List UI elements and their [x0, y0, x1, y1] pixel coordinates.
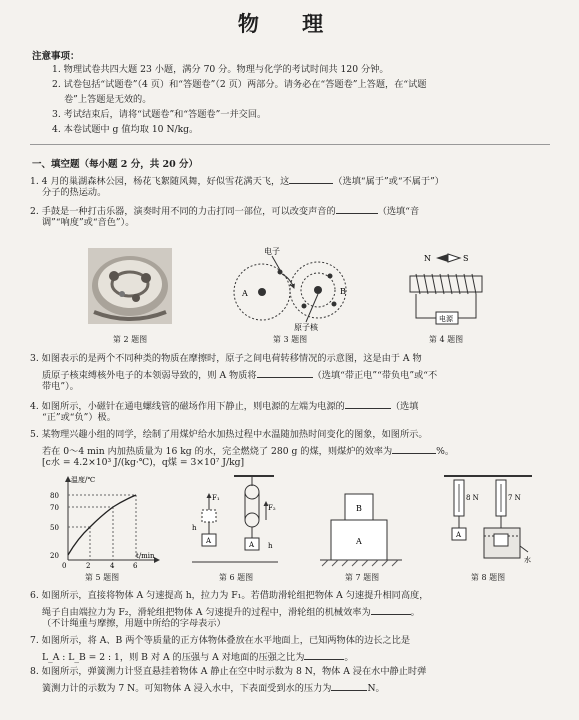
svg-text:2: 2	[86, 562, 91, 568]
svg-text:F₁: F₁	[212, 494, 220, 502]
figure-caption: 第 8 题图	[470, 573, 506, 582]
pulley-figure	[190, 472, 280, 568]
question-5: 5. 某物理兴趣小组的同学，绘制了用煤炉给水加热过程中水温随加热时间变化的图象，如图所示。	[30, 429, 428, 440]
question-3-cont: 带电”）。	[42, 381, 79, 392]
answer-blank[interactable]	[371, 604, 411, 615]
figure-caption: 第 5 题图	[84, 573, 120, 582]
svg-text:B: B	[356, 504, 362, 513]
svg-text:N: N	[424, 254, 431, 263]
question-7: 7. 如图所示，将 A、B 两个等质量的正方体物体叠放在水平地面上，已知两物体的边长之比是	[30, 635, 411, 646]
label-electron: 电子	[264, 247, 280, 256]
question-1-cont: 分子的热运动。	[42, 187, 107, 198]
svg-text:4: 4	[110, 562, 115, 568]
svg-text:0: 0	[62, 562, 67, 568]
question-5-cont: 若在 0～4 min 内加热质量为 16 kg 的水，完全燃烧了 280 g 的煤，则煤炉的效率为 %。	[42, 443, 454, 458]
svg-text:50: 50	[50, 524, 59, 532]
answer-blank[interactable]	[345, 398, 391, 409]
answer-blank[interactable]	[392, 443, 436, 454]
temperature-graph	[38, 472, 166, 568]
question-5-cont: [c水 = 4.2×10³ J/(kg·℃)，q煤 = 3×10⁷ J/kg]	[42, 457, 245, 468]
svg-text:温度/℃: 温度/℃	[71, 476, 96, 484]
question-8-cont: 簧测力计的示数为 7 N。可知物体 A 浸入水中，下表面受到水的压力为 N。	[42, 680, 385, 695]
figure-caption: 第 2 题图	[112, 335, 148, 344]
question-3: 3. 如图表示的是两个不同种类的物质在摩擦时，原子之间电荷转移情况的示意图，这是由于 A 物	[30, 353, 422, 364]
svg-text:A: A	[249, 541, 255, 549]
svg-text:h: h	[192, 524, 197, 532]
notice-item: 3. 考试结束后，请将“试题卷”和“答题卷”一并交回。	[52, 109, 267, 120]
question-6: 6. 如图所示，直接将物体 A 匀速提高 h，拉力为 F₁。若借助滑轮组把物体 A 匀速提升相同高度，	[30, 590, 429, 601]
question-6-cont: 绳子自由端拉力为 F₂，滑轮组把物体 A 匀速提升的过程中，滑轮组的机械效率为 。	[42, 604, 420, 619]
solenoid-figure	[396, 244, 496, 332]
svg-text:20: 20	[50, 552, 59, 560]
answer-blank[interactable]	[336, 203, 378, 214]
svg-text:S: S	[463, 254, 469, 263]
question-2-cont: 调”“响度”或“音色”）。	[42, 217, 135, 228]
svg-text:F₂: F₂	[268, 504, 276, 512]
figure-caption: 第 4 题图	[428, 335, 464, 344]
question-6-cont: （不计绳重与摩擦，用题中所给的字母表示）	[42, 618, 226, 629]
question-4-cont: “正”或“负”）极。	[42, 412, 116, 423]
figure-caption: 第 7 题图	[344, 573, 380, 582]
notice-item: 2. 试卷包括“试题卷”（4 页）和“答题卷”（2 页）两部分。请务必在“答题卷”上答题，在“试题	[52, 79, 427, 90]
notice-item: 4. 本卷试题中 g 值均取 10 N/kg。	[52, 124, 199, 135]
svg-text:80: 80	[50, 492, 59, 500]
notice-item: 卷”上答题是无效的。	[64, 94, 152, 105]
section-heading: 一、填空题（每小题 2 分，共 20 分）	[32, 159, 199, 170]
label-water: 水	[524, 556, 531, 564]
svg-text:h: h	[268, 542, 273, 550]
question-3-cont: 质原子核束缚核外电子的本领弱导致的，则 A 物质将 （选填“带正电”“带负电”或“不	[42, 367, 437, 382]
question-2: 2. 手鼓是一种打击乐器，演奏时用不同的力击打同一部位，可以改变声音的 （选填“音	[30, 203, 419, 218]
spring-scale-figure	[440, 472, 536, 568]
svg-text:6: 6	[133, 562, 138, 568]
answer-blank[interactable]	[331, 680, 367, 691]
figure-caption: 第 6 题图	[218, 573, 254, 582]
svg-text:7 N: 7 N	[508, 494, 521, 502]
notice-heading: 注意事项：	[32, 51, 80, 62]
divider	[30, 144, 550, 145]
hand-drum-figure	[86, 246, 174, 326]
question-8: 8. 如图所示，弹簧测力计竖直悬挂着物体 A 静止在空中时示数为 8 N，物体 A 浸在水中静止时弹	[30, 666, 427, 677]
label-power: 电源	[439, 315, 453, 323]
notice-item: 1. 物理试卷共四大题 23 小题，满分 70 分。物理与化学的考试时间共 120 分钟。	[52, 64, 389, 75]
svg-text:t/min: t/min	[136, 552, 155, 560]
svg-text:8 N: 8 N	[466, 494, 479, 502]
svg-text:A: A	[206, 537, 212, 545]
question-7-cont: L_A : L_B = 2 : 1，则 B 对 A 的压强与 A 对地面的压强之比为 。	[42, 649, 354, 664]
question-1: 1. 4 月的巢湖森林公园，杨花飞絮随风舞，好似雪花满天飞，这 （选填“属于”或“不属于”）	[30, 173, 444, 188]
svg-text:A: A	[356, 537, 362, 546]
stacked-blocks-figure	[316, 480, 406, 568]
svg-text:A: A	[456, 531, 462, 539]
svg-text:A: A	[242, 289, 248, 298]
svg-text:B: B	[340, 287, 346, 296]
atom-charge-figure	[220, 244, 360, 332]
answer-blank[interactable]	[304, 649, 344, 660]
svg-text:70: 70	[50, 504, 59, 512]
figure-caption: 第 3 题图	[272, 335, 308, 344]
answer-blank[interactable]	[289, 173, 333, 184]
question-4: 4. 如图所示，小磁针在通电螺线管的磁场作用下静止，则电源的左端为电源的 （选填	[30, 398, 418, 413]
answer-blank[interactable]	[257, 367, 313, 378]
label-nucleus: 原子核	[294, 323, 318, 332]
page-title: 物 理	[237, 11, 342, 36]
